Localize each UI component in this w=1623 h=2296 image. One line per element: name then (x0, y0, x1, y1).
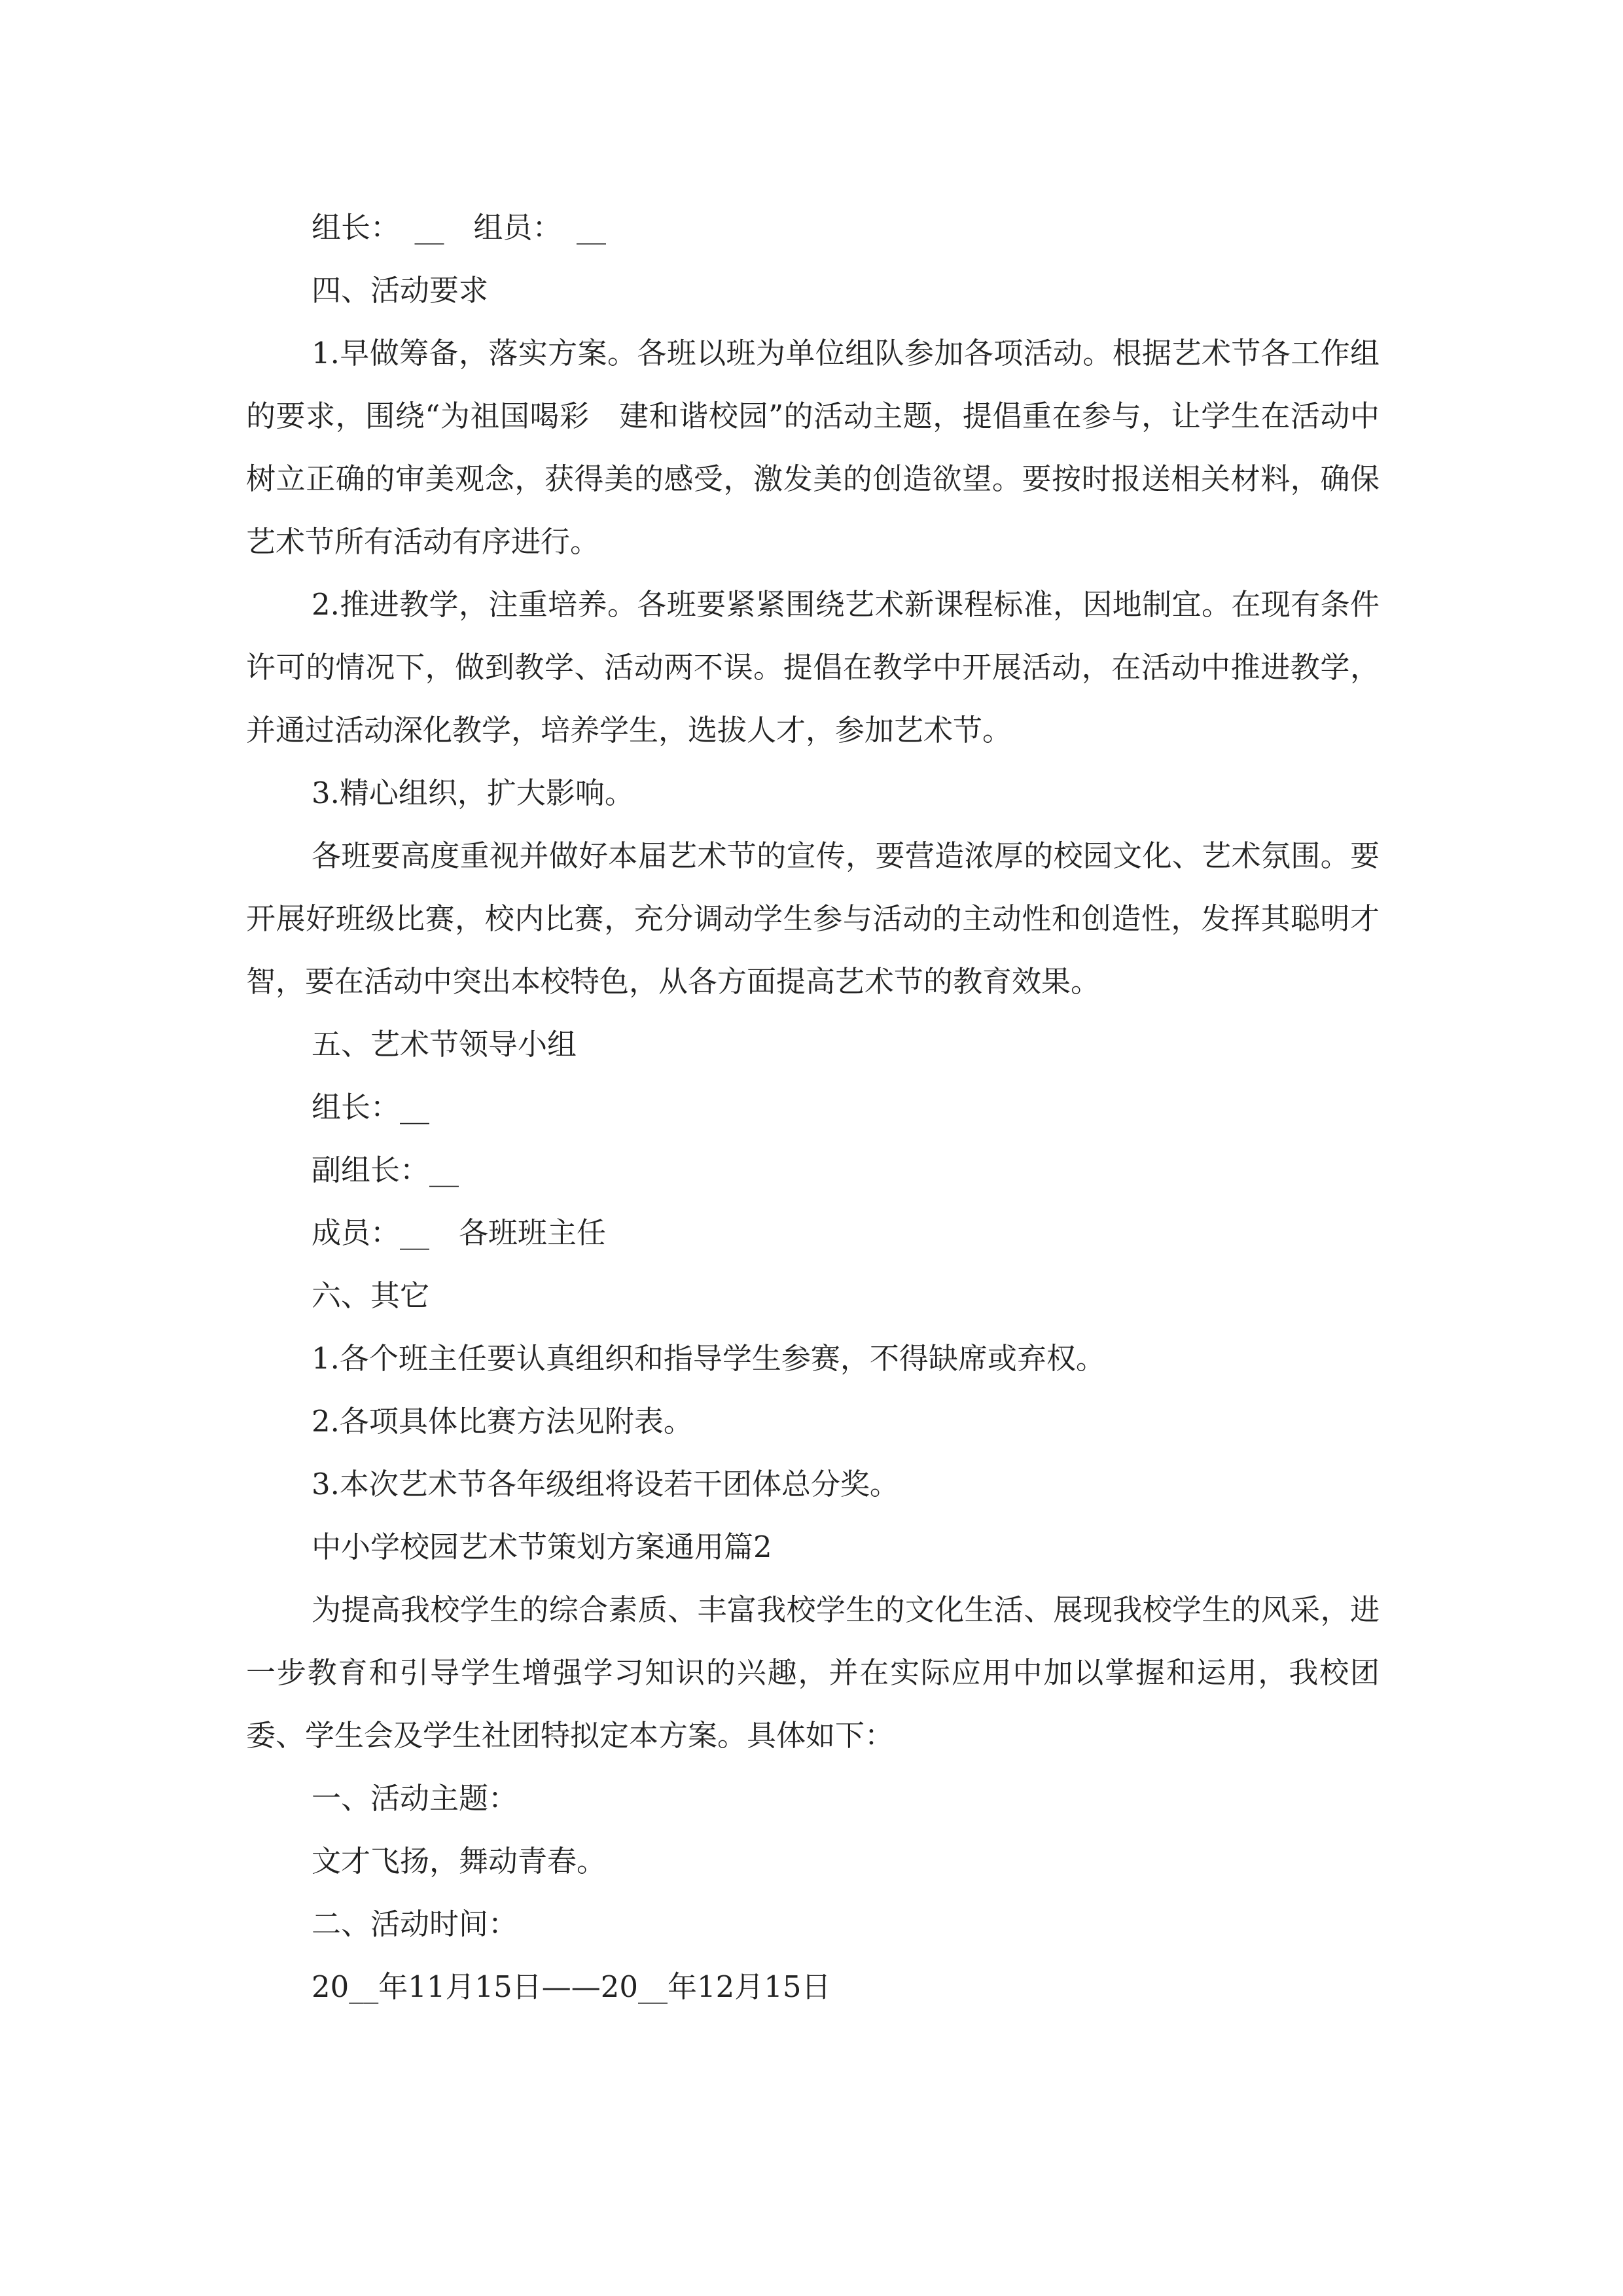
theme-text: 文才飞扬，舞动青春。 (312, 1844, 607, 1878)
group-leader-member-line: 组长： __ 组员： __ (312, 210, 607, 245)
section-heading-theme: 一、活动主题： (312, 1781, 518, 1816)
other-item-3: 3.本次艺术节各年级组将设若干团体总分奖。 (312, 1467, 899, 1501)
intro-paragraph: 为提高我校学生的综合素质、丰富我校学生的文化生活、展现我校学生的风采，进一步教育和引导学生增强学习知识的兴趣，并在实际应用中加以掌握和运用，我校团委、学生会及学生社团特拟定本方案。具体如下： (246, 1592, 1380, 1753)
requirement-item-2: 2.推进教学，注重培养。各班要紧紧围绕艺术新课程标准，因地制宜。在现有条件许可的情况下，做到教学、活动两不误。提倡在教学中开展活动，在活动中推进教学，并通过活动深化教学，培养学生，选拔人才，参加艺术节。 (246, 587, 1380, 747)
article-title-part-2: 中小学校园艺术节策划方案通用篇2 (312, 1530, 772, 1564)
other-item-2: 2.各项具体比赛方法见附表。 (312, 1404, 693, 1439)
section-heading-leadership: 五、艺术节领导小组 (312, 1027, 577, 1062)
other-item-1: 1.各个班主任要认真组织和指导学生参赛，不得缺席或弃权。 (312, 1341, 1105, 1376)
requirement-item-1: 1.早做筹备，落实方案。各班以班为单位组队参加各项活动。根据艺术节各工作组的要求，围绕“为祖国喝彩 建和谐校园”的活动主题，提倡重在参与，让学生在活动中树立正确的审美观念，获得美的感受，激发美的创造欲望。要按时报送相关材料，确保艺术节所有活动有序进行。 (246, 336, 1380, 559)
section-heading-requirements: 四、活动要求 (312, 273, 489, 308)
document-body (246, 196, 1380, 2018)
section-heading-time: 二、活动时间： (312, 1907, 518, 1941)
leader-line: 组长：__ (312, 1090, 430, 1124)
requirement-item-3-body: 各班要高度重视并做好本届艺术节的宣传，要营造浓厚的校园文化、艺术氛围。要开展好班级比赛，校内比赛，充分调动学生参与活动的主动性和创造性，发挥其聪明才智，要在活动中突出本校特色，从各方面提高艺术节的教育效果。 (246, 838, 1380, 999)
time-text: 20__年11月15日——20__年12月15日 (312, 1969, 831, 2004)
requirement-item-3: 3.精心组织，扩大影响。 (312, 776, 634, 810)
section-heading-other: 六、其它 (312, 1278, 430, 1313)
deputy-leader-line: 副组长：__ (312, 1153, 459, 1187)
members-line: 成员：__ 各班班主任 (312, 1215, 607, 1250)
